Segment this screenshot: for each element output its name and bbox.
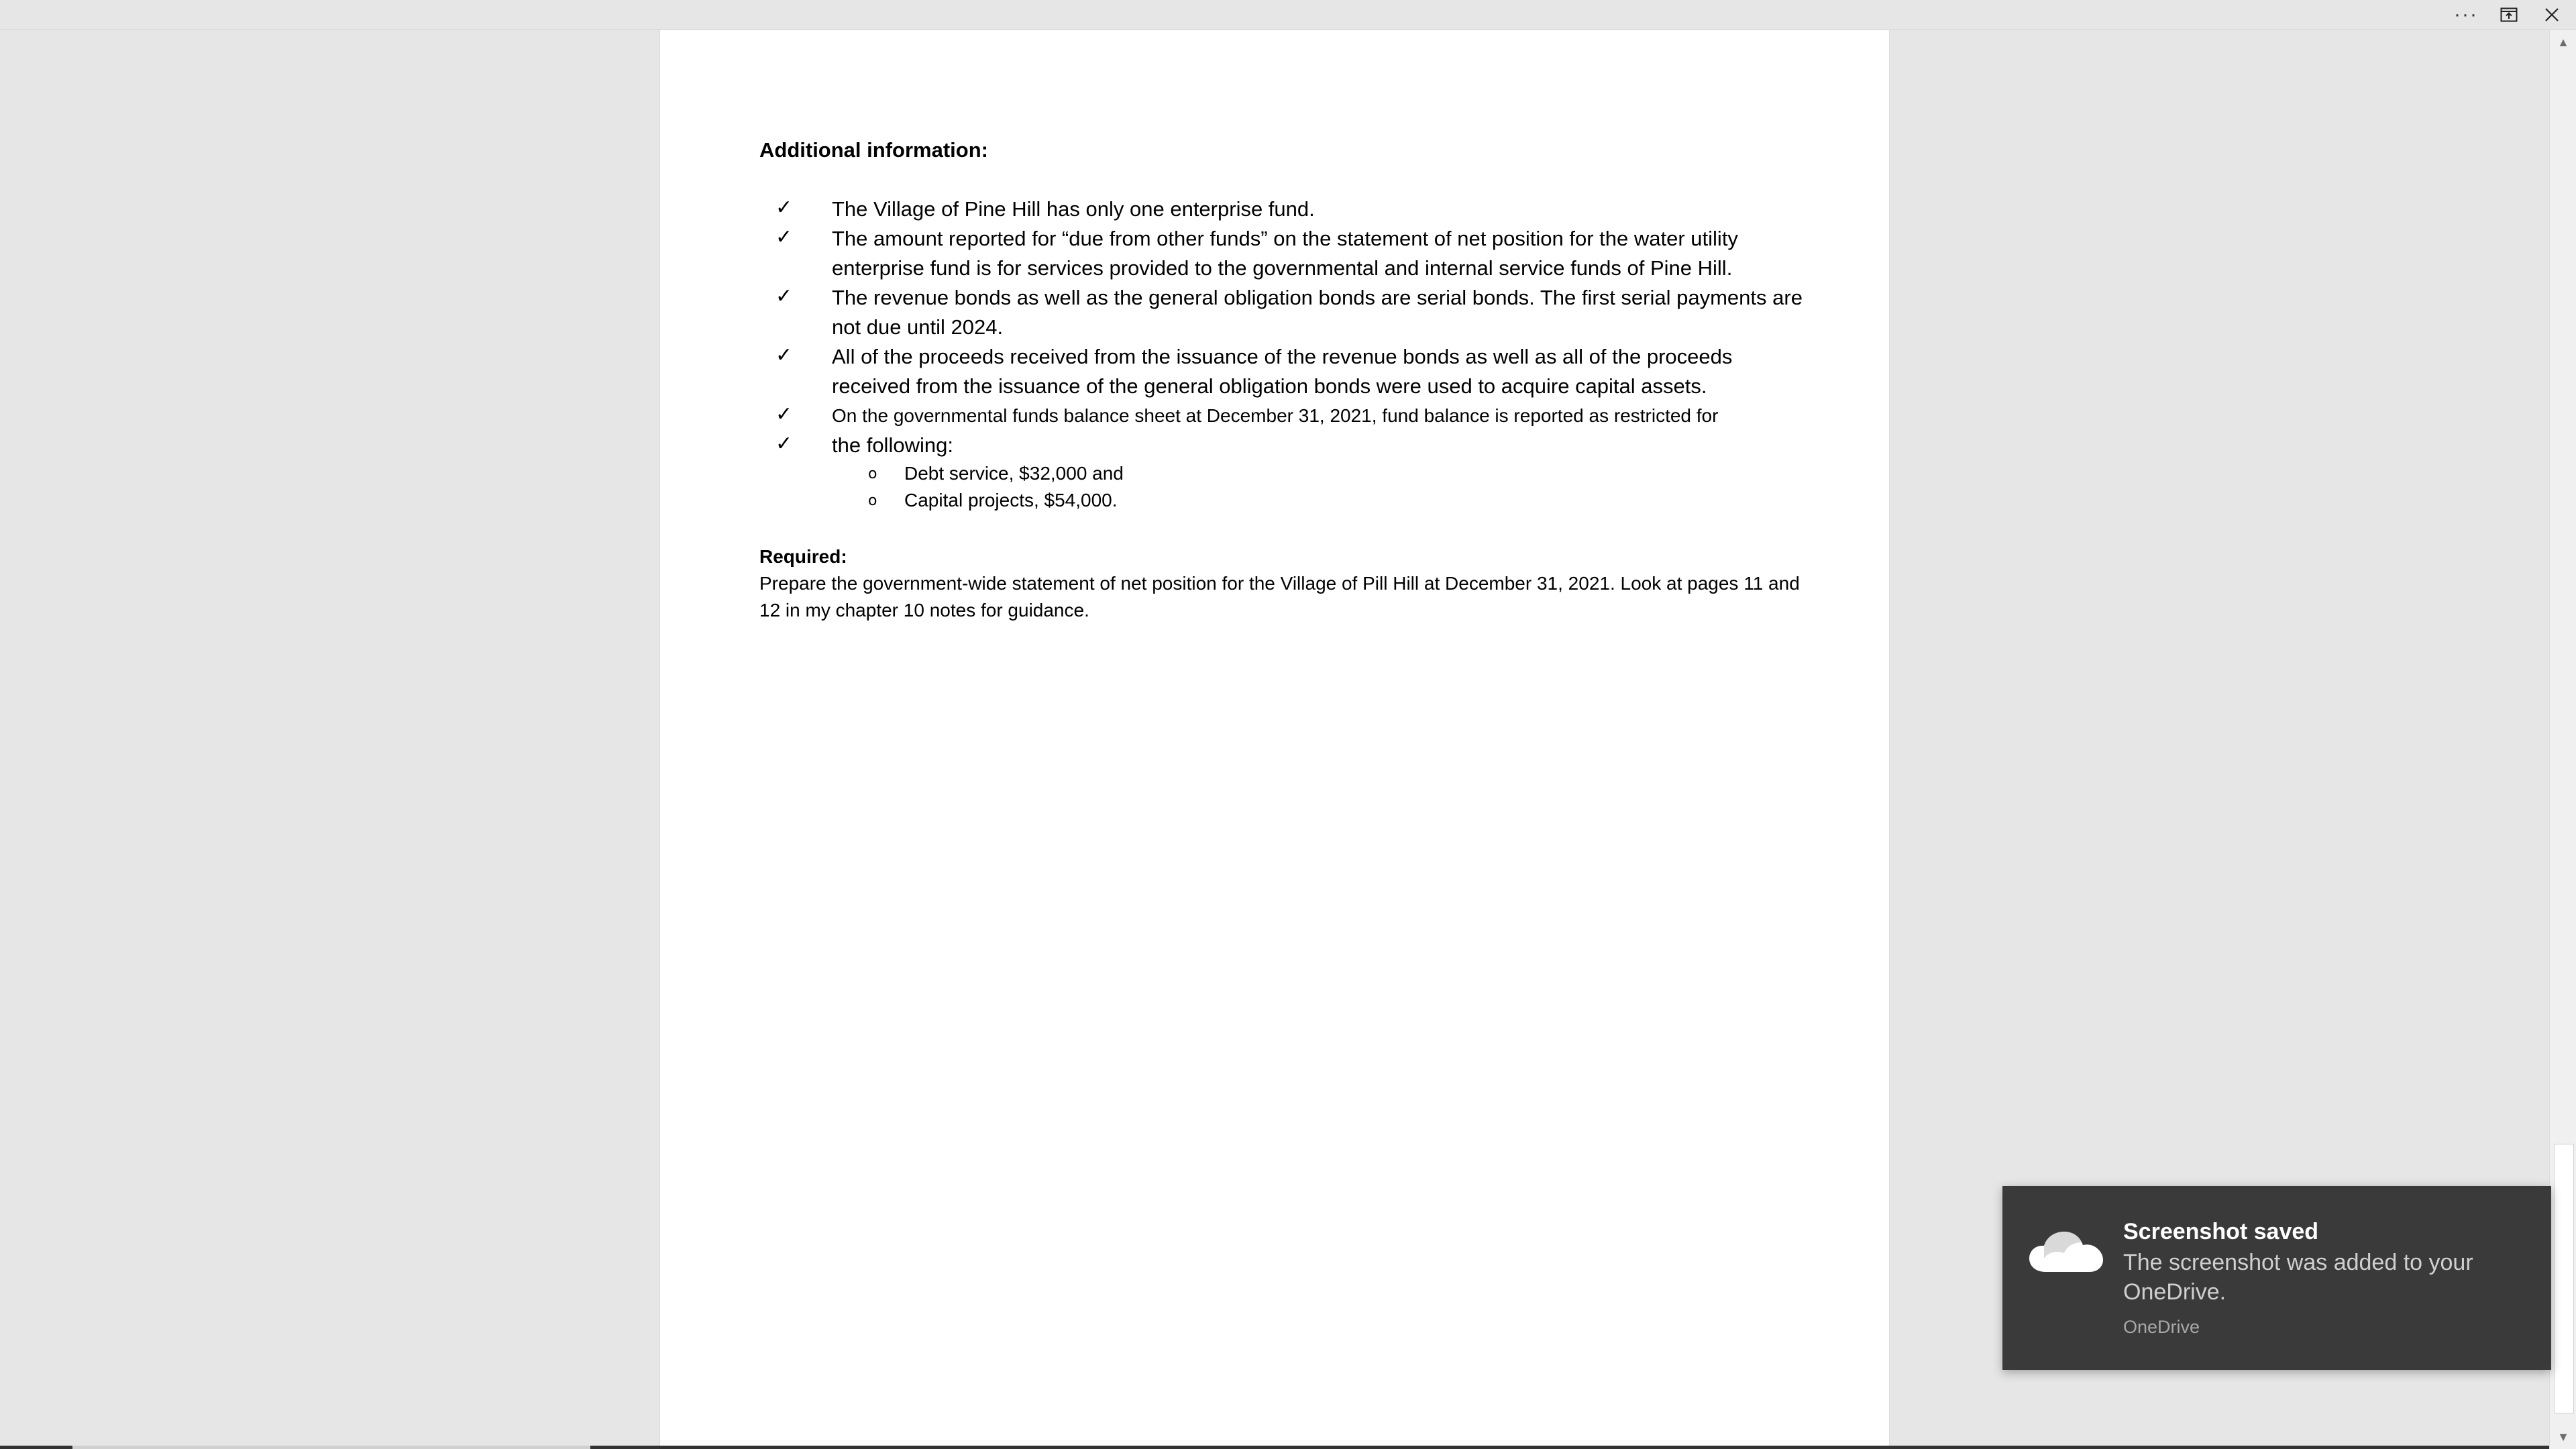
- list-item-text: the following:: [832, 433, 953, 457]
- list-item: [759, 342, 1806, 401]
- checkmark-icon: ✓: [775, 196, 793, 219]
- sub-list-item: [759, 487, 1806, 514]
- vertical-scrollbar[interactable]: [2549, 30, 2576, 1449]
- required-section: [759, 543, 1806, 624]
- toast-source: OneDrive: [2123, 1317, 2200, 1337]
- checkmark-icon: ✓: [775, 284, 793, 308]
- toast-title: Screenshot saved: [2123, 1219, 2319, 1244]
- list-item: [759, 224, 1806, 283]
- document-page[interactable]: [659, 30, 1890, 1449]
- sub-list-item-text: Debt service, $32,000 and: [904, 463, 1124, 484]
- sub-list-item: [759, 460, 1806, 487]
- checklist: [759, 195, 1806, 514]
- section-heading: Additional information:: [759, 138, 988, 162]
- circle-bullet-icon: o: [868, 492, 877, 509]
- list-item: [759, 431, 1806, 460]
- list-item: [759, 401, 1806, 431]
- checkmark-icon: ✓: [775, 343, 793, 367]
- list-item-text: On the governmental funds balance sheet at December 31, 2021, fund balance is reported as restricted for: [832, 405, 1719, 426]
- scroll-down-icon[interactable]: ▼: [2557, 1430, 2569, 1444]
- circle-bullet-icon: o: [868, 466, 877, 482]
- more-options-icon[interactable]: ···: [2454, 3, 2478, 25]
- checkmark-icon: ✓: [775, 432, 793, 455]
- list-item: [759, 195, 1806, 224]
- list-item: [759, 283, 1806, 342]
- list-item-text: The Village of Pine Hill has only one enterprise fund.: [832, 197, 1315, 221]
- list-item-text: The revenue bonds as well as the general obligation bonds are serial bonds. The first serial payments are not due until 2024.: [832, 286, 1803, 339]
- scrollbar-thumb[interactable]: [2554, 1144, 2574, 1413]
- sub-list-item-text: Capital projects, $54,000.: [904, 490, 1118, 511]
- list-item-text: All of the proceeds received from the issuance of the revenue bonds as well as all of the proceeds received from the issuance of the general obligation bonds were used to acquire capital assets.: [832, 345, 1733, 398]
- toast-message: The screenshot was added to your OneDrive.: [2123, 1250, 2473, 1305]
- checkmark-icon: ✓: [775, 225, 793, 249]
- checkmark-icon: ✓: [775, 402, 793, 426]
- title-bar: [0, 0, 2576, 30]
- required-heading: Required:: [759, 546, 847, 567]
- onedrive-notification[interactable]: [2002, 1186, 2551, 1370]
- onedrive-cloud-icon: [2027, 1228, 2106, 1280]
- restore-window-icon[interactable]: [2487, 0, 2530, 30]
- bottom-strip: [0, 1446, 2549, 1449]
- list-item-text: The amount reported for “due from other funds” on the statement of net position for the water utility enterprise fund is for services provided to the governmental and internal service funds of Pine Hill.: [832, 227, 1738, 280]
- taskbar-segment: [590, 1446, 2549, 1449]
- taskbar-segment: [0, 1446, 72, 1449]
- document-body: [759, 136, 1806, 624]
- close-icon[interactable]: [2530, 0, 2573, 30]
- scroll-up-icon[interactable]: ▲: [2557, 35, 2569, 49]
- required-text: Prepare the government-wide statement of net position for the Village of Pill Hill at December 31, 2021. Look at pages 11 and 12 in my chapter 10 notes for guidance.: [759, 573, 1800, 621]
